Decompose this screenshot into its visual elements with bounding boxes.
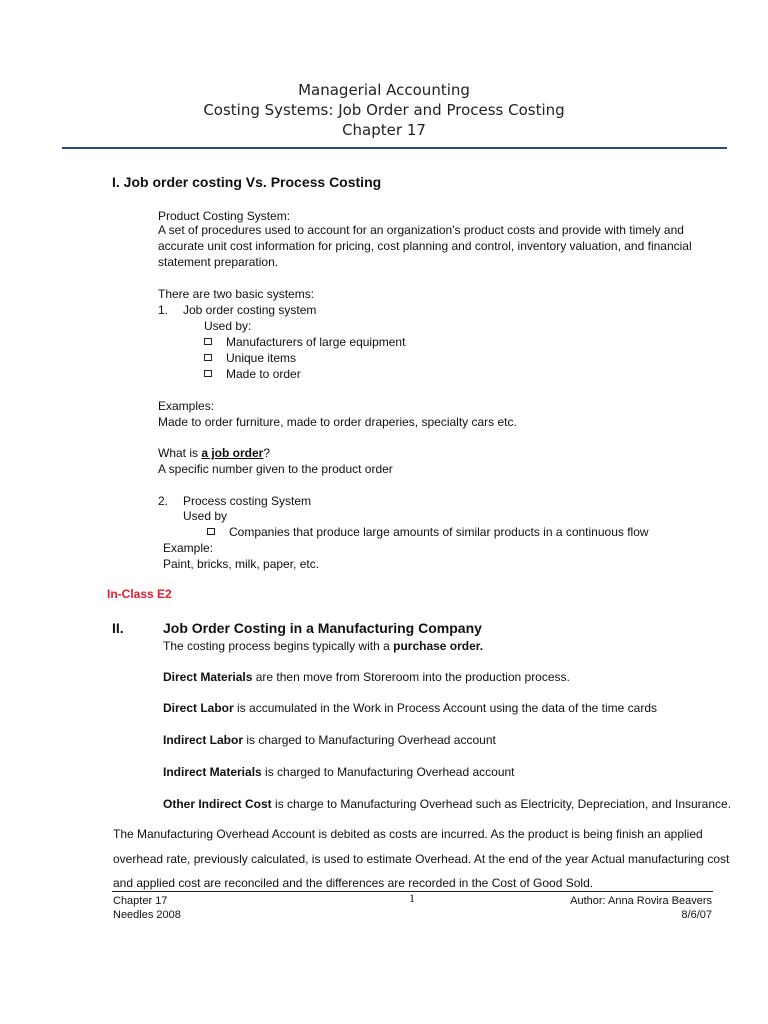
two-systems-text: There are two basic systems:	[158, 287, 315, 301]
job-order-answer: A specific number given to the product order	[158, 462, 393, 476]
footer-author: Author: Anna Rovira Beavers	[570, 895, 712, 907]
cost-line-indirect-labor: Indirect Labor is charged to Manufacturing Overhead account	[163, 733, 496, 747]
title-block	[0, 80, 768, 140]
cost-line-direct-labor: Direct Labor is accumulated in the Work in Process Account using the data of the time cards	[163, 701, 658, 715]
footer-chapter: Chapter 17	[113, 895, 168, 907]
checkbox-bullet-icon	[204, 338, 212, 345]
job-order-term: a job order	[201, 446, 264, 460]
cost-line-other-indirect: Other Indirect Cost is charge to Manufacturing Overhead such as Electricity, Depreciation, and Insurance.	[163, 797, 732, 811]
overhead-paragraph-line-1: The Manufacturing Overhead Account is debited as costs are incurred. As the product is being finish an applied	[113, 827, 703, 841]
list-item: Manufacturers of large equipment	[204, 334, 405, 350]
section-1-heading: I. Job order costing Vs. Process Costing	[112, 174, 382, 190]
section-2-heading: Job Order Costing in a Manufacturing Company	[163, 620, 482, 636]
document-chapter: Chapter 17	[342, 121, 426, 139]
checkbox-bullet-icon	[204, 370, 212, 377]
cost-line-direct-materials: Direct Materials are then move from Storeroom into the production process.	[163, 670, 570, 684]
section-2-intro: The costing process begins typically with a purchase order.	[163, 639, 484, 653]
example-label: Example:	[163, 541, 214, 555]
item-2-used-by: Used by	[183, 509, 228, 523]
item-1-used-by: Used by:	[204, 319, 252, 333]
checkbox-bullet-icon	[204, 354, 212, 361]
job-order-question: What is a job order?	[158, 446, 271, 460]
item-2-number: 2.	[158, 494, 169, 508]
overhead-paragraph-line-2: overhead rate, previously calculated, is used to estimate Overhead. At the end of the year Actual manufacturing cost	[113, 852, 730, 866]
in-class-label: In-Class E2	[107, 587, 172, 601]
pcs-definition: A set of procedures used to account for an organization's product costs and provide with timely and accurate unit cost information for pricing, cost planning and control, inventory valuation, and financial statement preparation.	[158, 223, 692, 269]
list-item: Unique items	[204, 350, 296, 366]
footer-date: 8/6/07	[681, 909, 712, 921]
overhead-paragraph-line-3: and applied cost are reconciled and the differences are recorded in the Cost of Good Sold.	[113, 876, 594, 890]
footer-source: Needles 2008	[113, 909, 181, 921]
checkbox-bullet-icon	[207, 528, 215, 535]
item-2-label: Process costing System	[183, 494, 312, 508]
item-1-label: Job order costing system	[183, 303, 317, 317]
examples-text: Made to order furniture, made to order draperies, specialty cars etc.	[158, 415, 517, 429]
item-1-number: 1.	[158, 303, 169, 317]
cost-line-indirect-materials: Indirect Materials is charged to Manufacturing Overhead account	[163, 765, 515, 779]
example-text: Paint, bricks, milk, paper, etc.	[163, 557, 320, 571]
header-divider	[62, 147, 727, 149]
pcs-label: Product Costing System:	[158, 209, 291, 223]
section-2-number: II.	[112, 620, 124, 636]
examples-label: Examples:	[158, 399, 215, 413]
document-title: Managerial Accounting	[298, 81, 470, 99]
list-item: Made to order	[204, 366, 301, 382]
document-subtitle: Costing Systems: Job Order and Process Costing	[203, 101, 565, 119]
list-item: Companies that produce large amounts of similar products in a continuous flow	[207, 524, 649, 540]
page-number: 1	[409, 891, 415, 905]
